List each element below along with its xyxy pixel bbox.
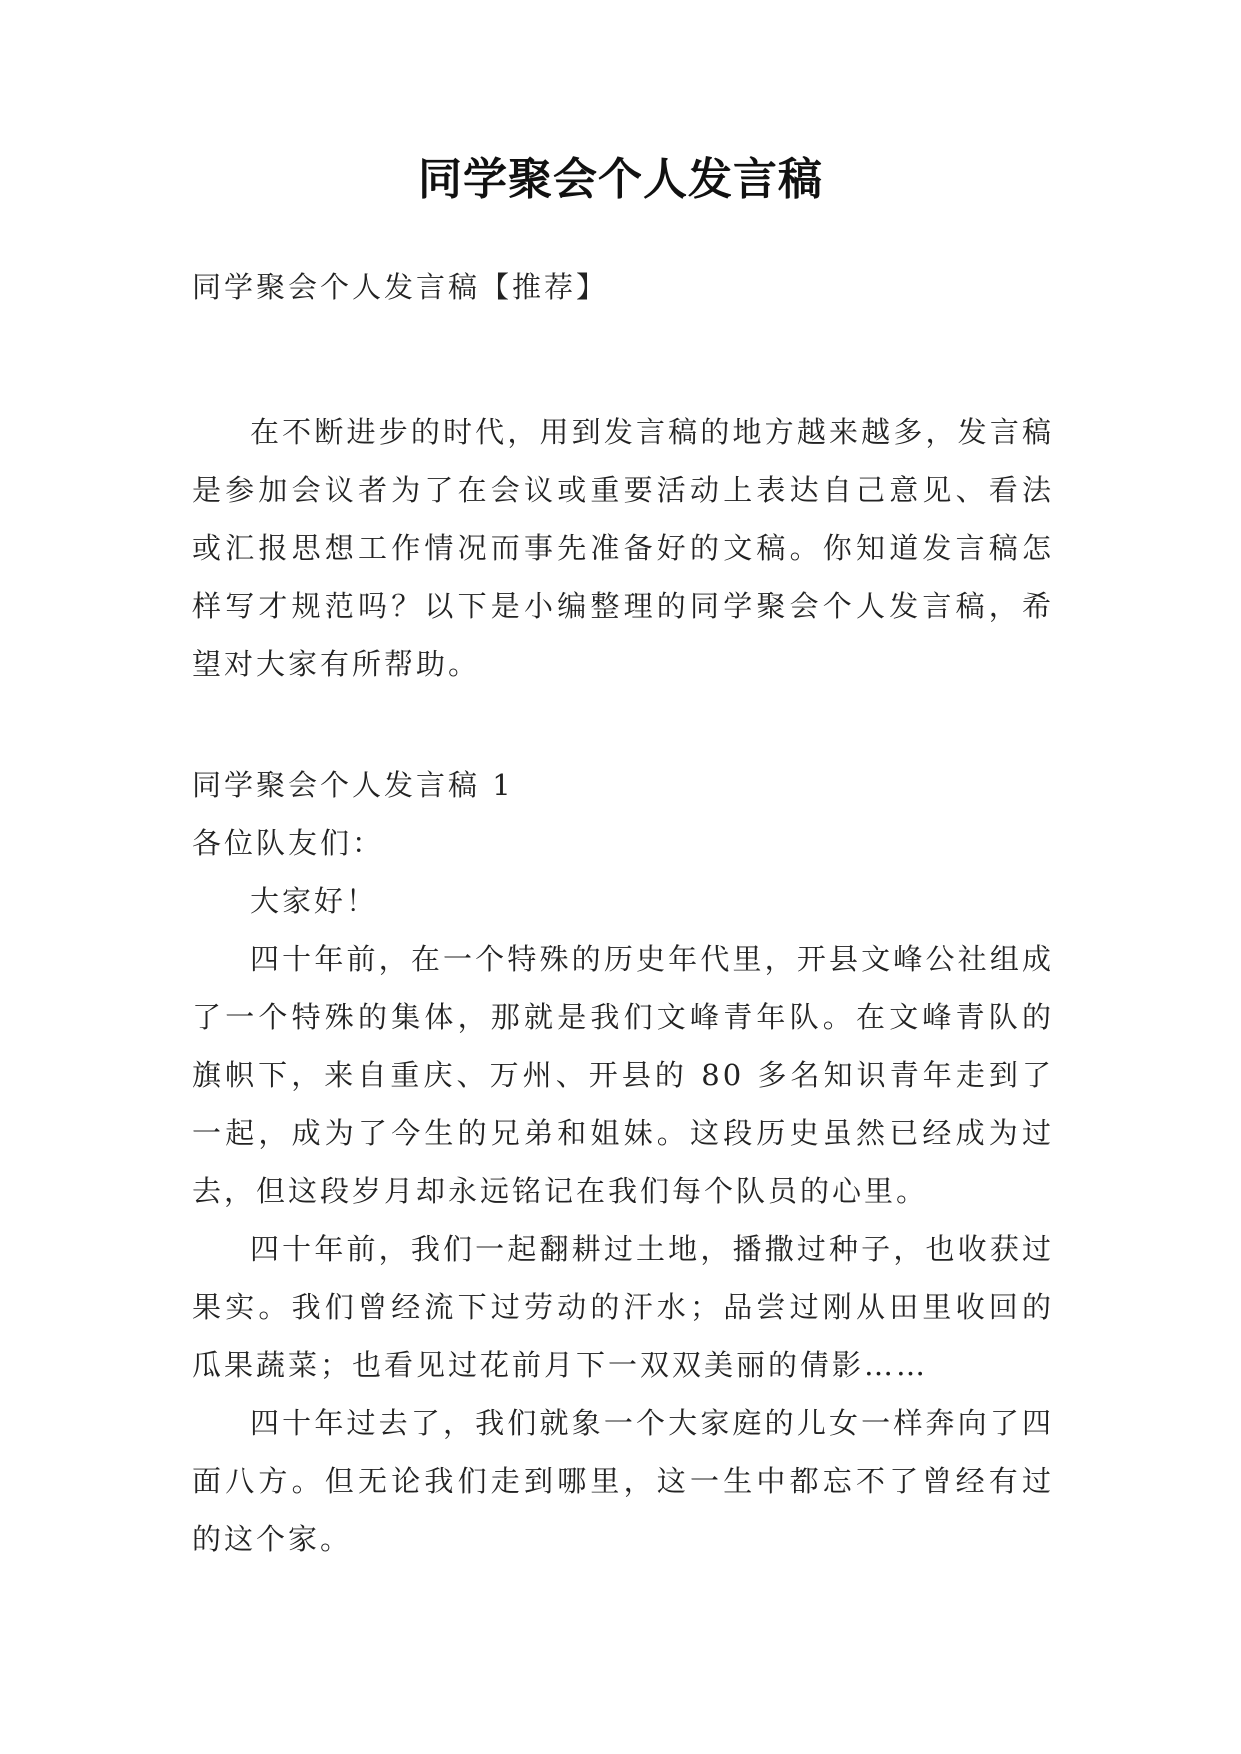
speech-block: [192, 756, 1054, 1568]
greeting: 大家好！: [250, 884, 379, 918]
body-paragraph: 四十年前，我们一起翻耕过土地，播撒过种子，也收获过果实。我们曾经流下过劳动的汗水；品尝过刚从田里收回的瓜果蔬菜；也看见过花前月下一双双美丽的倩影……: [192, 1232, 1054, 1382]
section-heading: 同学聚会个人发言稿 1: [192, 768, 514, 802]
intro-paragraph: 在不断进步的时代，用到发言稿的地方越来越多，发言稿是参加会议者为了在会议或重要活动上表达自己意见、看法或汇报思想工作情况而事先准备好的文稿。你知道发言稿怎样写才规范吗？以下是小编整理的同学聚会个人发言稿，希望对大家有所帮助。: [192, 415, 1054, 681]
intro-block: [192, 403, 1054, 693]
salutation: 各位队友们：: [192, 826, 385, 860]
document-subtitle: 同学聚会个人发言稿【推荐】: [192, 270, 609, 304]
body-paragraph: 四十年前，在一个特殊的历史年代里，开县文峰公社组成了一个特殊的集体，那就是我们文峰青年队。在文峰青队的旗帜下，来自重庆、万州、开县的 80 多名知识青年走到了一起，成为了今生的兄弟和姐妹。这段历史虽然已经成为过去，但这段岁月却永远铭记在我们每个队员的心里。: [192, 942, 1054, 1208]
body-paragraph: 四十年过去了，我们就象一个大家庭的儿女一样奔向了四面八方。但无论我们走到哪里，这一生中都忘不了曾经有过的这个家。: [192, 1406, 1054, 1556]
document-title: 同学聚会个人发言稿: [418, 154, 823, 205]
